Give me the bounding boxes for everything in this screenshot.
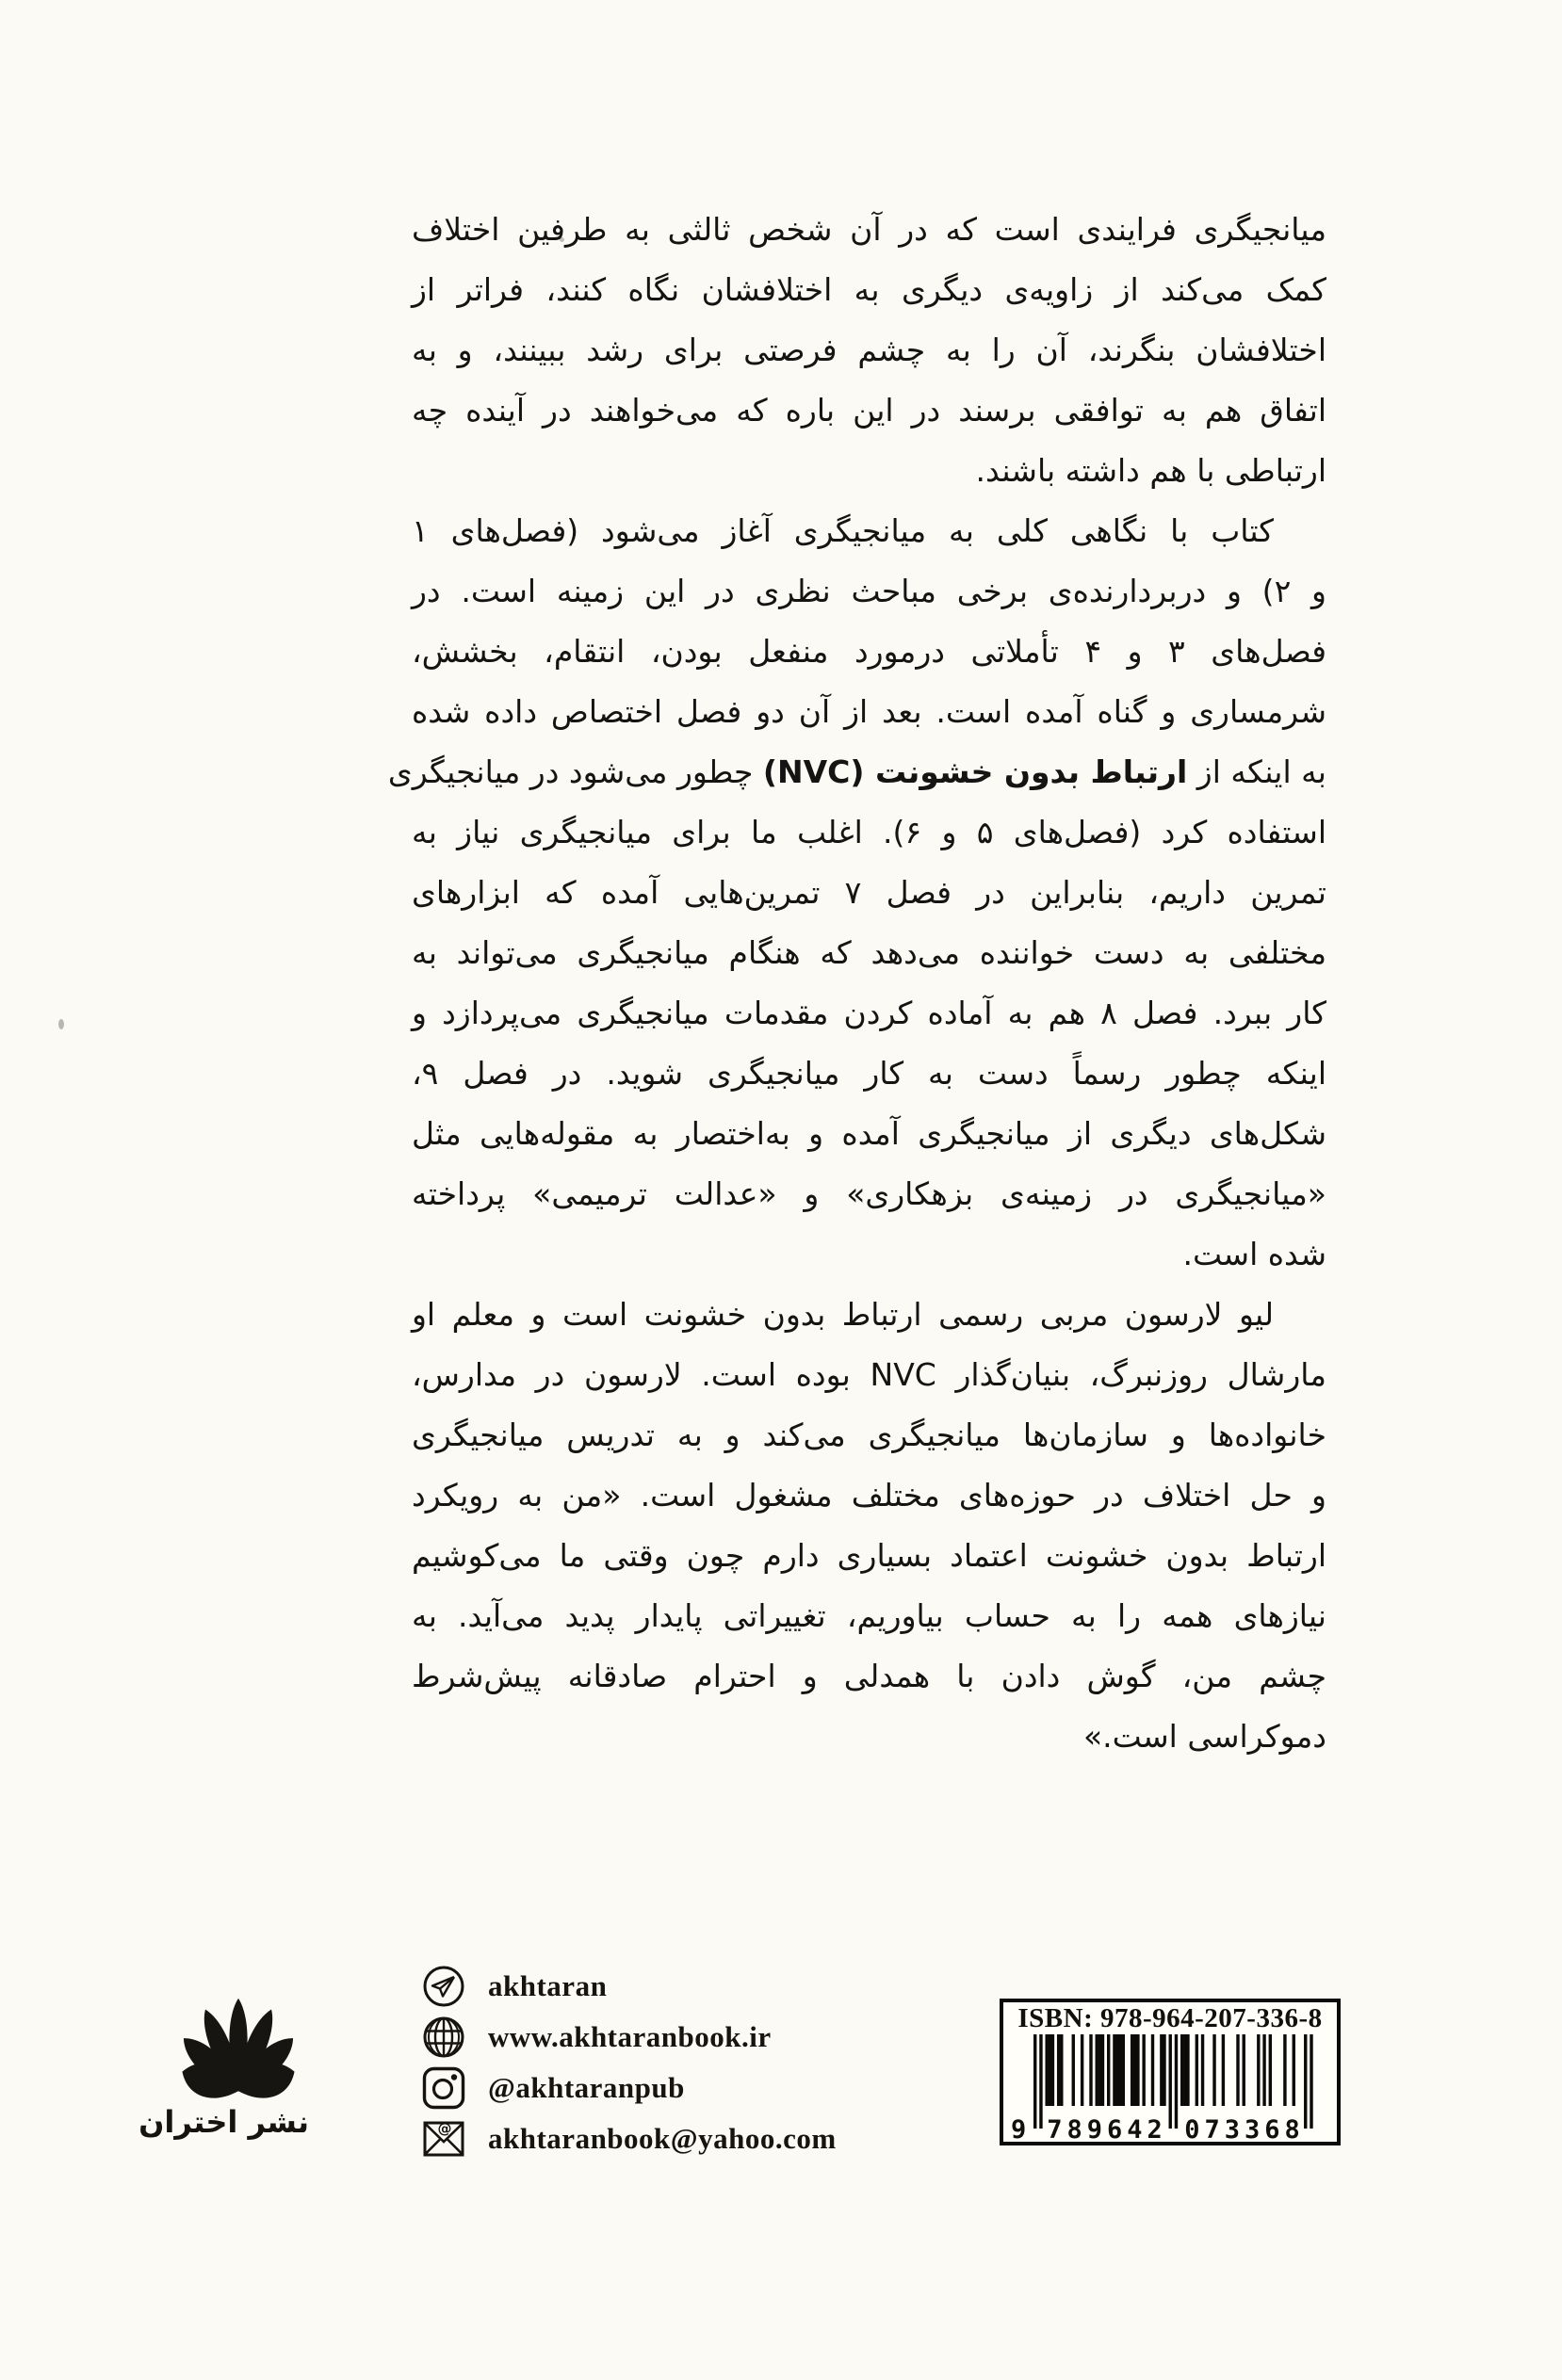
text-segment: به اینکه از — [1187, 753, 1326, 790]
text-line — [412, 1224, 1326, 1285]
text-line — [412, 260, 1326, 320]
text-line — [412, 1285, 1326, 1345]
bold-text-segment: ارتباط بدون خشونت (NVC) — [762, 753, 1188, 790]
text-line — [412, 200, 1326, 260]
svg-text:@: @ — [437, 2120, 452, 2137]
text-line — [412, 682, 1326, 742]
text-line — [412, 561, 1326, 622]
contact-row — [422, 2117, 837, 2161]
publisher-contact-list — [422, 1965, 837, 2168]
text-line — [412, 802, 1326, 863]
text-line — [412, 1345, 1326, 1405]
book-description-text — [387, 200, 1326, 1767]
text-line — [412, 1465, 1326, 1526]
text-segment: و حل اختلاف در حوزه‌های مختلف مشغول است. «من به رویکرد — [412, 1477, 1326, 1514]
text-line — [412, 1405, 1326, 1465]
text-segment: میانجیگری فرایندی است که در آن شخص ثالثی به طرفین اختلاف — [412, 211, 1326, 248]
email-icon — [422, 2117, 465, 2161]
text-segment: فصل‌های ۳ و ۴ تأملاتی درمورد منفعل بودن، انتقام، بخشش، — [412, 633, 1326, 670]
text-segment: کتاب با نگاهی کلی به میانجیگری آغاز می‌شود (فصل‌های ۱ — [412, 512, 1274, 549]
contact-row — [422, 1965, 837, 2008]
text-segment: مارشال روزنبرگ، بنیان‌گذار NVC بوده است. لارسون در مدارس، — [412, 1356, 1326, 1393]
isbn-barcode-box — [1000, 1999, 1341, 2145]
text-segment: کار ببرد. فصل ۸ هم به آماده کردن مقدمات میانجیگری می‌پردازد و — [412, 995, 1326, 1031]
text-segment: دموکراسی است.» — [1082, 1718, 1326, 1755]
text-line — [412, 983, 1326, 1044]
instagram-icon — [422, 2066, 465, 2110]
text-line — [412, 380, 1326, 441]
text-line — [412, 1104, 1326, 1164]
isbn-number: ISBN: 978-964-207-336-8 — [1017, 2003, 1323, 2033]
publisher-logo-block — [138, 1985, 309, 2140]
text-segment: لیو لارسون مربی رسمی ارتباط بدون خشونت است و معلم او — [412, 1296, 1274, 1333]
text-segment: تمرین داریم، بنابراین در فصل ۷ تمرین‌هایی آمده که ابزارهای — [412, 874, 1326, 911]
scan-speckle — [58, 1019, 64, 1029]
text-segment: ارتباطی با هم داشته باشند. — [975, 452, 1326, 489]
globe-icon — [422, 2016, 465, 2059]
text-segment: مختلفی به دست خواننده می‌دهد که هنگام میانجیگری می‌تواند به — [412, 934, 1326, 971]
contact-row — [422, 2016, 837, 2059]
contact-label: akhtaranbook@yahoo.com — [488, 2122, 837, 2155]
contact-row — [422, 2066, 837, 2110]
publisher-name: نشر اختران — [138, 2104, 309, 2140]
contact-label: akhtaran — [488, 1969, 608, 2002]
text-line — [412, 441, 1326, 501]
text-segment: اتفاق هم به توافقی برسند در این باره که می‌خواهند در آینده چه — [412, 392, 1326, 429]
text-line — [412, 1526, 1326, 1586]
text-segment: شرمساری و گناه آمده است. بعد از آن دو فصل اختصاص داده شده — [412, 693, 1326, 730]
ean13-barcode — [1007, 2034, 1333, 2142]
text-segment: شکل‌های دیگری از میانجیگری آمده و به‌اختصار به مقوله‌هایی مثل — [412, 1115, 1326, 1152]
contact-label: www.akhtaranbook.ir — [488, 2020, 772, 2053]
barcode-digit-group2: 073368 — [1184, 2115, 1305, 2142]
telegram-icon — [422, 1965, 465, 2008]
text-line — [412, 622, 1326, 682]
text-line — [412, 1586, 1326, 1646]
text-segment: چشم من، گوش دادن با همدلی و احترام صادقانه پیش‌شرط — [412, 1658, 1326, 1694]
text-line — [412, 501, 1326, 561]
barcode-digit-group1: 789642 — [1047, 2115, 1167, 2142]
text-line — [412, 923, 1326, 983]
text-line — [412, 1707, 1326, 1767]
contact-label: @akhtaranpub — [488, 2071, 685, 2104]
text-segment: «میانجیگری در زمینه‌ی بزهکاری» و «عدالت ترمیمی» پرداخته — [412, 1175, 1326, 1212]
akhtaran-flower-logo — [176, 1985, 301, 2102]
text-segment: چطور می‌شود در میانجیگری — [387, 753, 763, 790]
text-segment: نیازهای همه را به حساب بیاوریم، تغییراتی پایدار پدید می‌آید. به — [412, 1597, 1326, 1634]
scan-speckle — [560, 237, 564, 242]
barcode-digit-left: 9 — [1011, 2115, 1032, 2142]
text-segment: اختلافشان بنگرند، آن را به چشم فرصتی برای رشد ببینند، و به — [412, 332, 1326, 368]
text-segment: اینکه چطور رسماً دست به کار میانجیگری شوید. در فصل ۹، — [412, 1055, 1326, 1092]
text-segment: خانواده‌ها و سازمان‌ها میانجیگری می‌کند و به تدریس میانجیگری — [412, 1417, 1326, 1453]
text-line — [412, 320, 1326, 380]
text-segment: و ۲) و دربردارنده‌ی برخی مباحث نظری در این زمینه است. در — [412, 573, 1326, 609]
text-segment: ارتباط بدون خشونت اعتماد بسیاری دارم چون وقتی ما می‌کوشیم — [412, 1537, 1326, 1574]
text-segment: شده است. — [1182, 1236, 1326, 1272]
text-line — [412, 1646, 1326, 1707]
text-line — [412, 1164, 1326, 1224]
text-line — [412, 1044, 1326, 1104]
text-segment: کمک می‌کند از زاویه‌ی دیگری به اختلافشان نگاه کنند، فراتر از — [412, 271, 1326, 308]
text-line — [387, 742, 1326, 802]
text-segment: استفاده کرد (فصل‌های ۵ و ۶). اغلب ما برای میانجیگری نیاز به — [412, 814, 1326, 850]
text-line — [412, 863, 1326, 923]
